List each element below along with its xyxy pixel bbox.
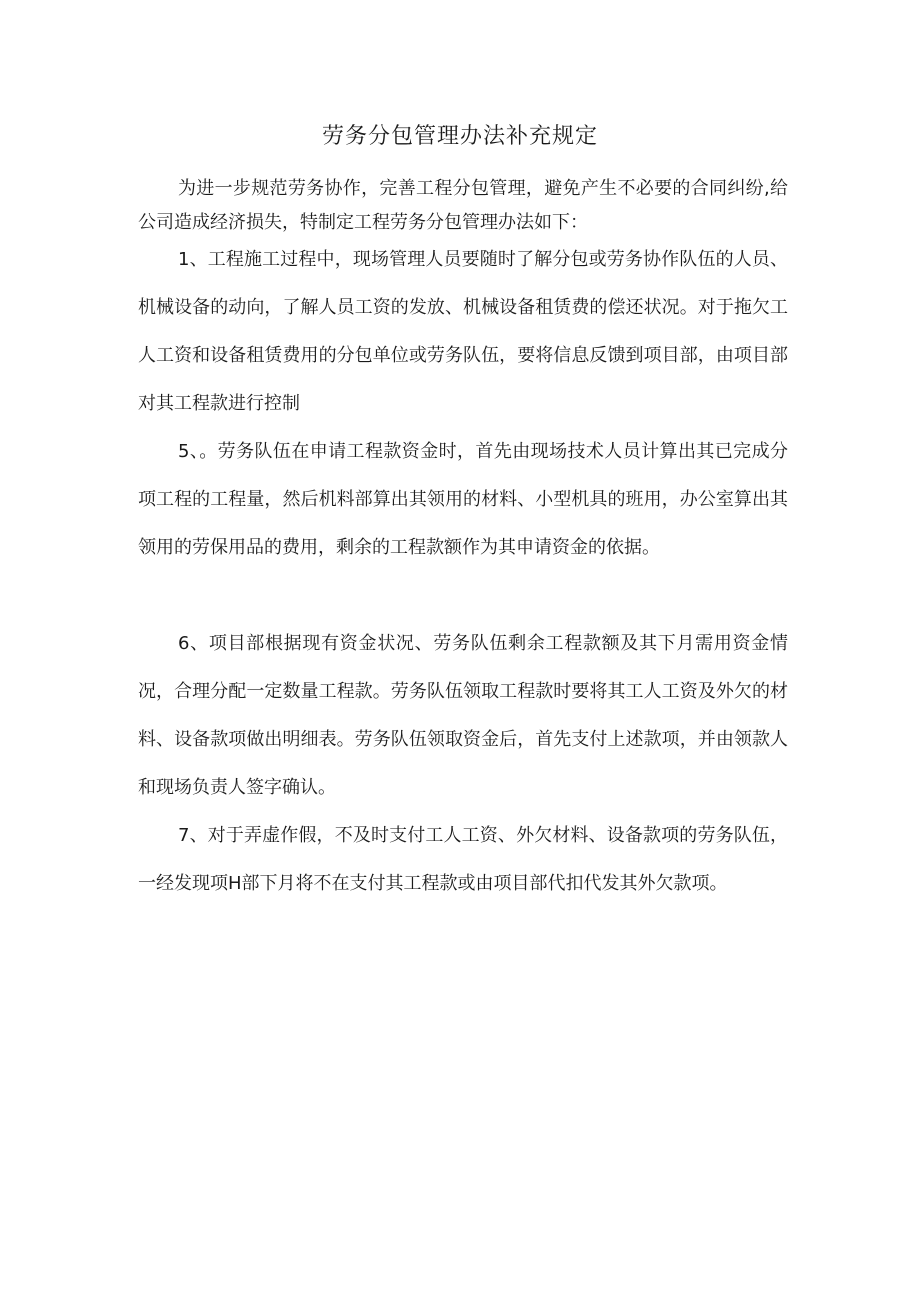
clause-paragraph-6: 6、项目部根据现有资金状况、劳务队伍剩余工程款额及其下月需用资金情况，合理分配一定数量工程款。劳务队伍领取工程款时要将其工人工资及外欠的材料、设备款项做出明细表。劳务队伍领取资金后，首先支付上述款项，并由领款人和现场负责人签字确认。 xyxy=(138,633,788,798)
clause-paragraph-5: 5、。劳务队伍在申请工程款资金时，首先由现场技术人员计算出其已完成分项工程的工程量，然后机料部算出其领用的材料、小型机具的班用，办公室算出其领用的劳保用品的费用，剩余的工程款额作为其申请资金的依据。 xyxy=(138,441,788,558)
document-title: 劳务分包管理办法补充规定 xyxy=(321,124,598,149)
clause-paragraph-7: 7、对于弄虚作假，不及时支付工人工资、外欠材料、设备款项的劳务队伍，一经发现项H部下月将不在支付其工程款或由项目部代扣代发其外欠款项。 xyxy=(138,825,788,894)
clause-paragraph-1: 1、工程施工过程中，现场管理人员要随时了解分包或劳务协作队伍的人员、机械设备的动向，了解人员工资的发放、机械设备租赁费的偿还状况。对于拖欠工人工资和设备租赁费用的分包单位或劳务队伍，要将信息反馈到项目部，由项目部对其工程款进行控制 xyxy=(138,249,788,414)
intro-paragraph: 为进一步规范劳务协作，完善工程分包管理，避免产生不必要的合同纠纷,给公司造成经济损失，特制定工程劳务分包管理办法如下： xyxy=(138,178,788,233)
